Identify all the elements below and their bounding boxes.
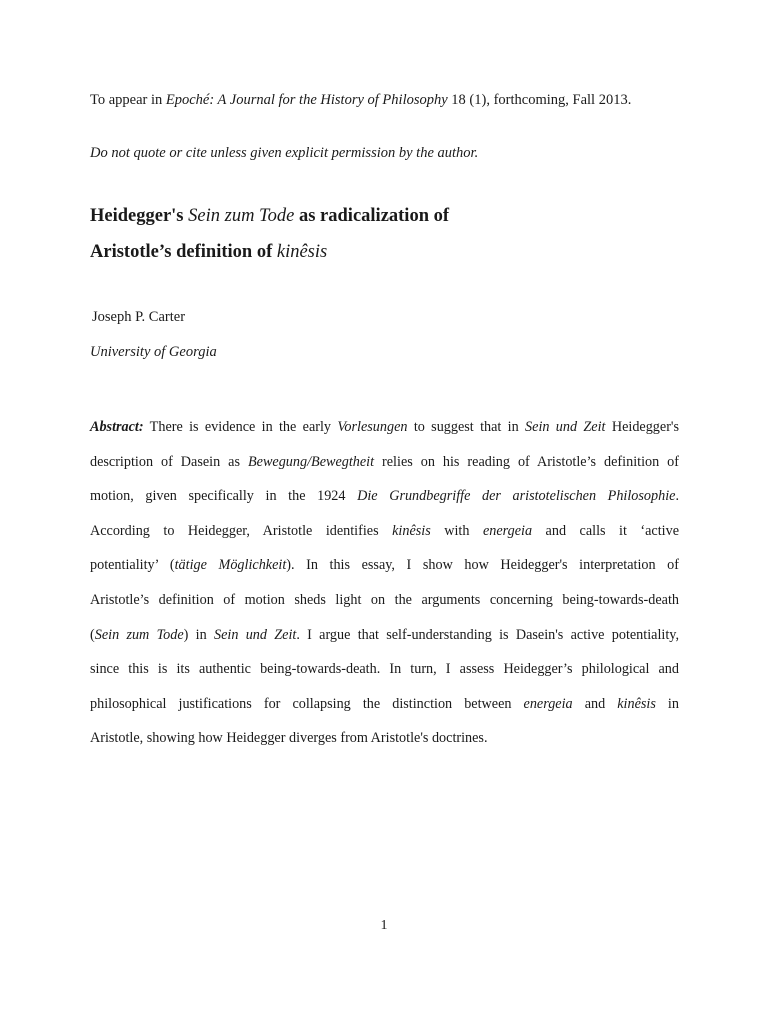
abstract-italic: Sein und Zeit bbox=[213, 626, 297, 643]
abstract-italic: Sein zum Tode bbox=[94, 626, 184, 643]
title-text: as radicalization of bbox=[294, 206, 450, 226]
abstract-line bbox=[90, 445, 679, 480]
abstract-text: . bbox=[675, 488, 679, 505]
abstract-text: in bbox=[655, 695, 679, 712]
author-name: Joseph P. Carter bbox=[92, 309, 186, 325]
paper-title-line-2 bbox=[90, 241, 327, 263]
abstract-italic: Bewegung/Bewegtheit bbox=[247, 453, 375, 470]
abstract-italic: Die Grundbegriffe der aristotelischen Philosophie bbox=[357, 488, 676, 505]
abstract-text: relies on his reading of Aristotle’s definition of bbox=[374, 453, 680, 470]
abstract-line bbox=[90, 687, 679, 722]
abstract-text: ) in bbox=[183, 626, 214, 643]
abstract-italic: Vorlesungen bbox=[337, 419, 408, 435]
abstract-line bbox=[90, 410, 679, 445]
abstract-text: According to Heidegger, Aristotle identifies bbox=[90, 522, 393, 539]
abstract-text: . I argue that self-understanding is Dasein's active potentiality, bbox=[296, 626, 680, 643]
abstract-text: with bbox=[430, 522, 483, 539]
publication-notice bbox=[90, 91, 631, 109]
title-italic-term: kinêsis bbox=[276, 242, 328, 262]
abstract-line bbox=[90, 548, 679, 583]
abstract-label: Abstract: bbox=[90, 419, 144, 435]
abstract-line: since this is its authentic being-towards-death. In turn, I assess Heidegger’s philological and bbox=[90, 661, 679, 678]
paper-title-line-1 bbox=[90, 205, 449, 227]
title-italic-term: Sein zum Tode bbox=[188, 206, 295, 226]
abstract bbox=[90, 410, 679, 756]
author-affiliation: University of Georgia bbox=[90, 344, 217, 360]
abstract-italic: kinêsis bbox=[617, 695, 656, 712]
abstract-text: ). In this essay, I show how Heidegger's interpretation of bbox=[286, 557, 679, 574]
abstract-italic: energeia bbox=[482, 522, 533, 539]
abstract-text: motion, given specifically in the 1924 bbox=[90, 488, 358, 505]
abstract-text: There is evidence in the early bbox=[143, 419, 338, 435]
abstract-line bbox=[90, 618, 679, 653]
abstract-text: and bbox=[572, 695, 618, 712]
title-text: Heidegger's bbox=[90, 206, 189, 226]
abstract-italic: energeia bbox=[523, 695, 573, 712]
abstract-text: Heidegger's bbox=[605, 419, 679, 435]
abstract-italic: tätige Möglichkeit bbox=[174, 557, 287, 574]
journal-name: Epoché: A Journal for the History of Philosophy bbox=[165, 92, 448, 108]
citation-warning: Do not quote or cite unless given explicit permission by the author. bbox=[90, 145, 479, 161]
abstract-italic: kinêsis bbox=[392, 522, 431, 539]
abstract-text: to suggest that in bbox=[407, 419, 526, 435]
abstract-text: philosophical justifications for collapsing the distinction between bbox=[90, 695, 524, 712]
abstract-text: ( bbox=[90, 626, 95, 643]
page-number: 1 bbox=[380, 918, 388, 933]
abstract-line: Aristotle’s definition of motion sheds light on the arguments concerning being-towards-death bbox=[90, 591, 679, 608]
notice-suffix: 18 (1), forthcoming, Fall 2013. bbox=[447, 92, 632, 108]
abstract-line: Aristotle, showing how Heidegger diverges from Aristotle's doctrines. bbox=[90, 730, 488, 747]
abstract-text: and calls it ‘active bbox=[532, 522, 679, 539]
title-text: Aristotle’s definition of bbox=[90, 242, 277, 262]
abstract-italic: Sein und Zeit bbox=[525, 419, 606, 435]
abstract-text: description of Dasein as bbox=[90, 453, 248, 470]
abstract-line bbox=[90, 514, 679, 549]
abstract-text: potentiality’ ( bbox=[90, 557, 175, 574]
abstract-line bbox=[90, 479, 679, 514]
notice-prefix: To appear in bbox=[90, 92, 166, 108]
